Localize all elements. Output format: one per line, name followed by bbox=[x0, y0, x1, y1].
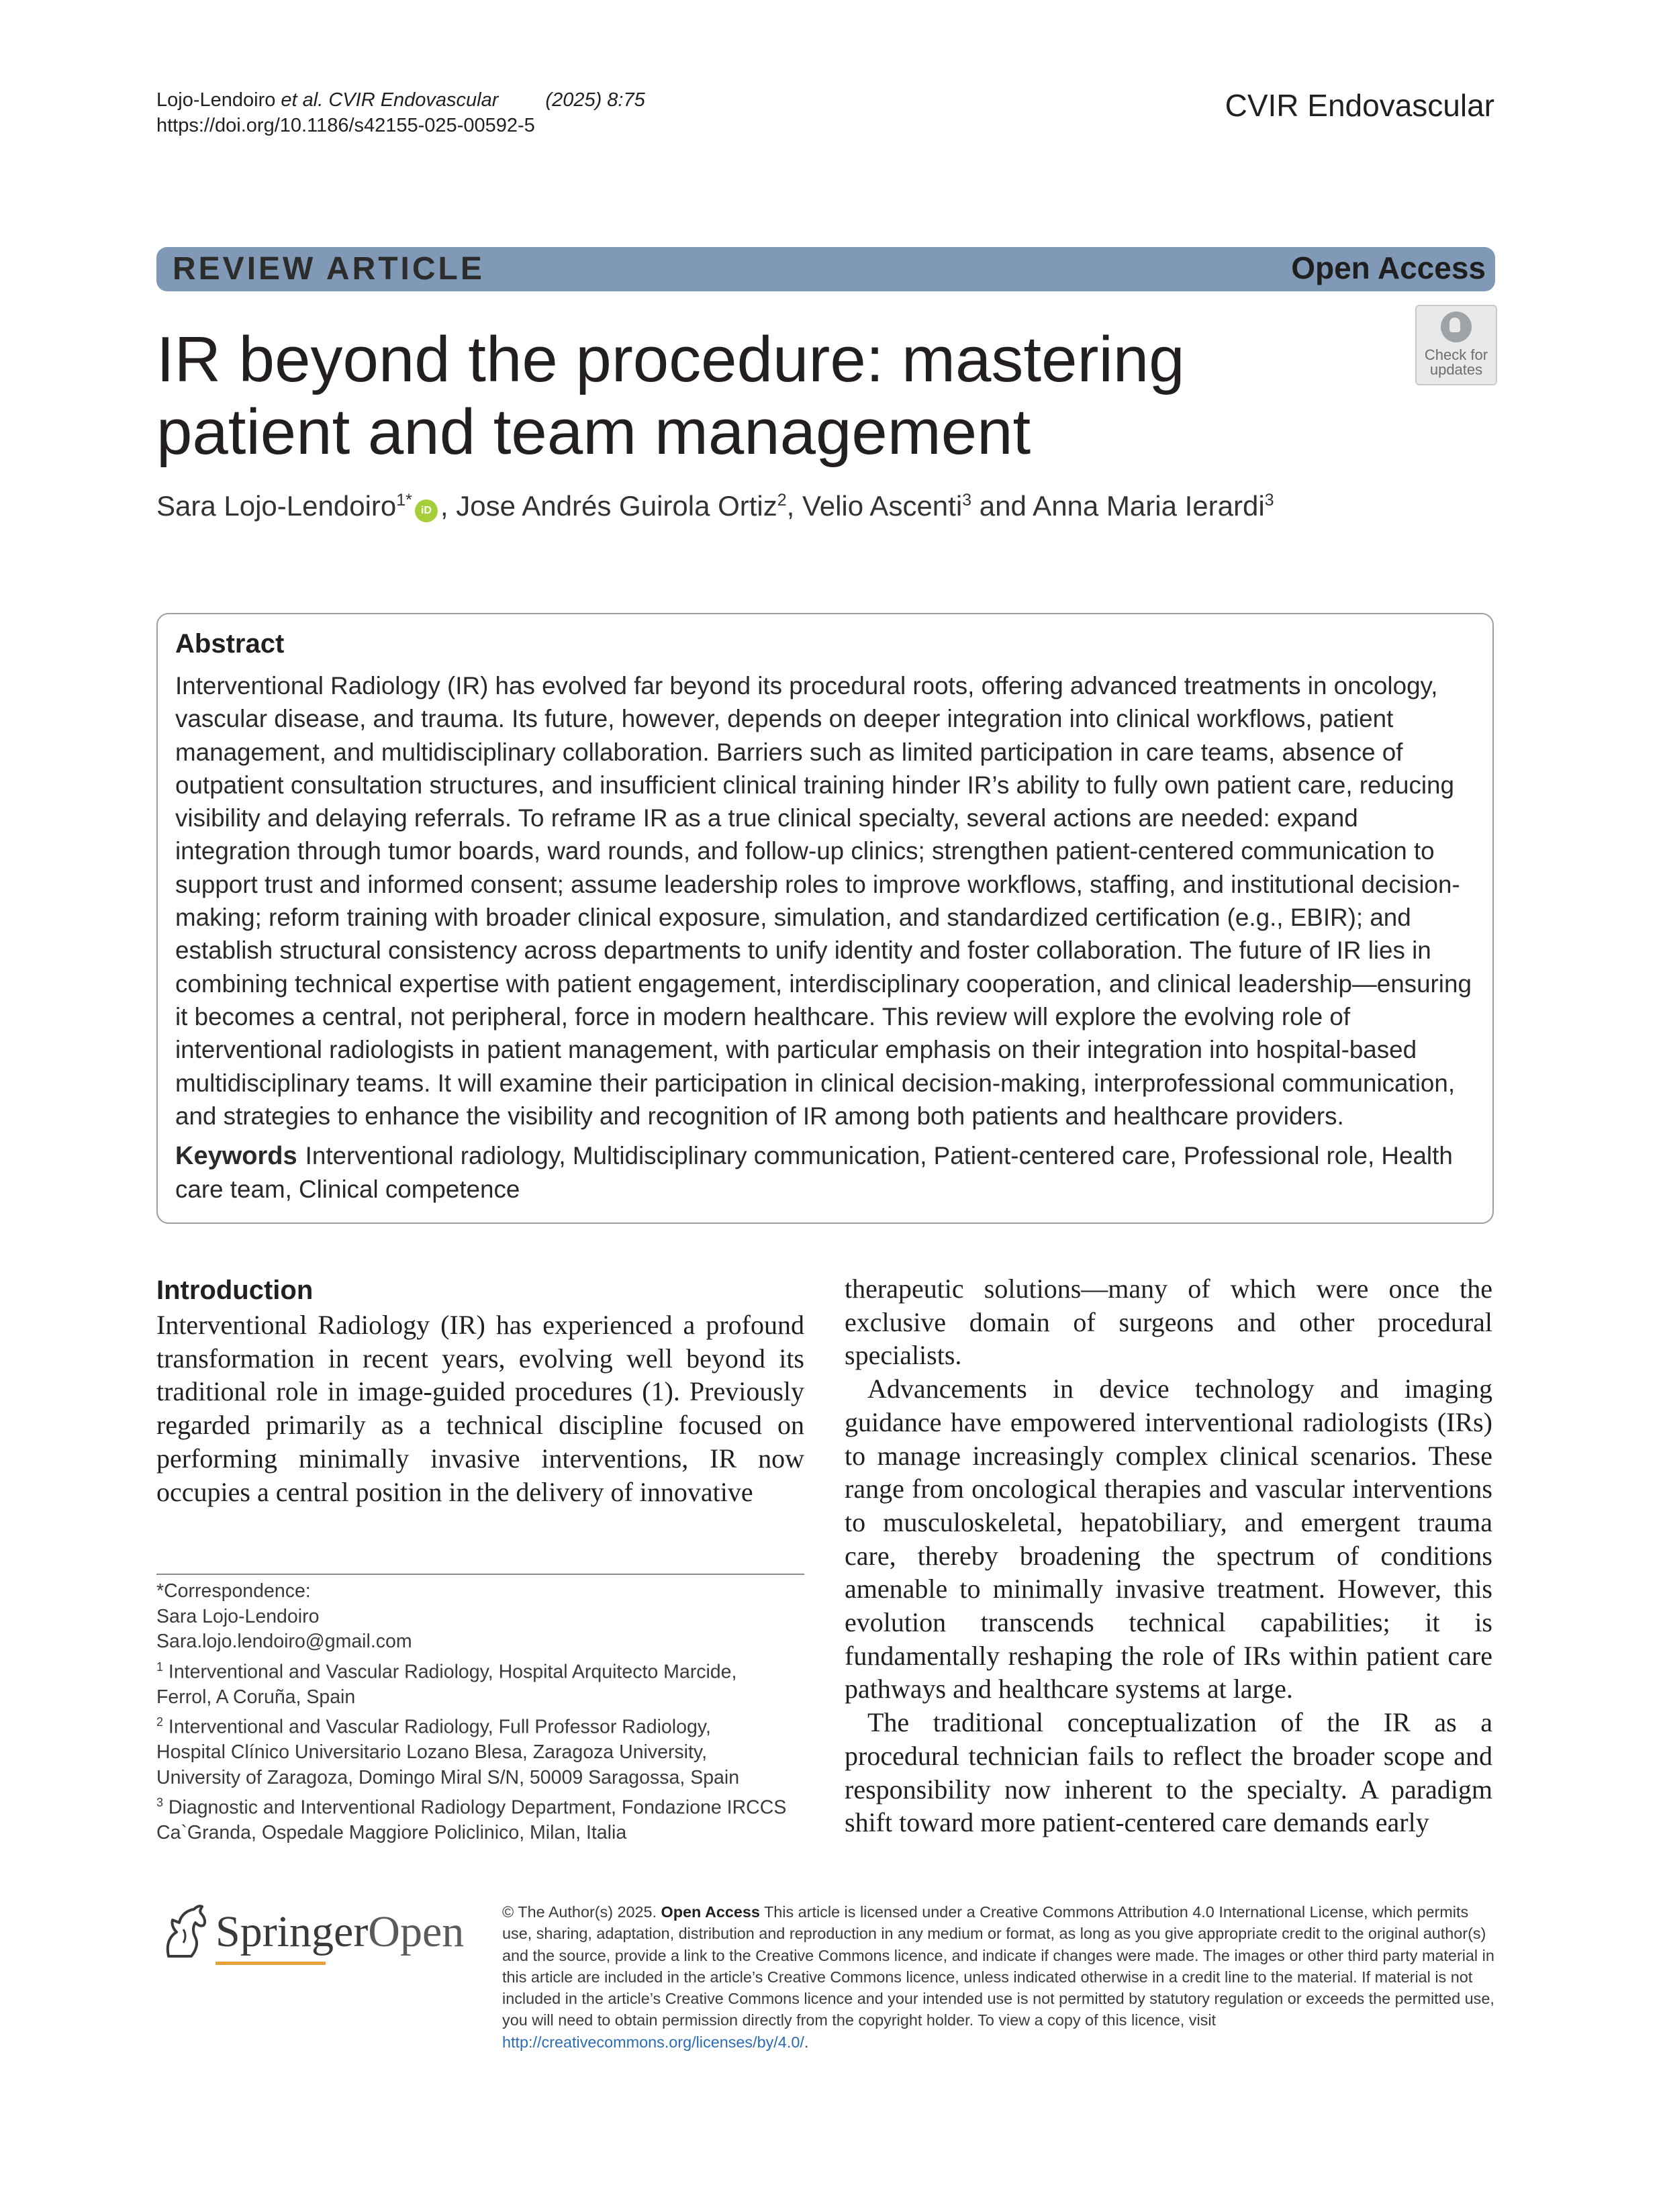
abstract-heading: Abstract bbox=[175, 629, 285, 659]
author-name[interactable]: , Jose Andrés Guirola Ortiz bbox=[440, 490, 777, 522]
check-for-updates-line1: Check for bbox=[1424, 346, 1488, 363]
abstract-box bbox=[156, 613, 1494, 1224]
keywords bbox=[175, 1139, 1478, 1206]
bookmark-icon bbox=[1441, 311, 1472, 342]
open-access-label: Open Access bbox=[1291, 250, 1486, 285]
citation-year: (2025) 8:75 bbox=[545, 89, 645, 111]
publisher-name-springer: Springer bbox=[216, 1907, 369, 1956]
affiliation-number: 1 bbox=[156, 1660, 164, 1674]
citation-journal: et al. CVIR Endovascular bbox=[281, 89, 499, 111]
intro-left-column: Interventional Radiology (IR) has experienced a profound transformation in recent years, evolving well beyond its traditional role in image-guided procedures (1). Previously regarded primarily as a technical discipline focused on performing minimally invasive interventions, IR now occupies a central position in the delivery of innovative bbox=[156, 1310, 804, 1507]
author-name[interactable]: , Velio Ascenti bbox=[786, 490, 963, 522]
keywords-label: Keywords bbox=[175, 1142, 297, 1170]
license-suffix: . bbox=[804, 2033, 809, 2051]
license-link[interactable]: http://creativecommons.org/licenses/by/4.0/ bbox=[502, 2033, 804, 2051]
affiliation-1 bbox=[156, 1655, 747, 1711]
license-statement bbox=[502, 1901, 1496, 2053]
citation-authors: Lojo-Lendoiro bbox=[156, 89, 281, 111]
affiliation-text: Interventional and Vascular Radiology, Hospital Arquitecto Marcide, Ferrol, A Coruña, Spain bbox=[156, 1661, 737, 1708]
license-open-access: Open Access bbox=[661, 1903, 760, 1921]
publisher-name-open: Open bbox=[368, 1907, 465, 1956]
correspondence-label: *Correspondence: bbox=[156, 1580, 311, 1602]
abstract-text: Interventional Radiology (IR) has evolved far beyond its procedural roots, offering advanced treatments in oncology, vascular disease, and trauma. Its future, however, depends on deeper integration into clinical workflows, patient management, and multidisciplinary collaboration. Barriers such as limited participation in care teams, absence of outpatient consultation structures, and insufficient clinical training hinder IR’s ability to fully own patient care, reducing visibility and delaying referrals. To reframe IR as a true clinical specialty, several actions are needed: expand integration through tumor boards, ward rounds, and follow-up clinics; strengthen patient-centered communication to support trust and informed consent; assume leadership roles to improve workflows, staffing, and institutional decision-making; reform training with broader clinical exposure, simulation, and standardized certification (e.g., EBIR); and establish structural consistency across departments to unify identity and foster collaboration. The future of IR lies in combining technical expertise with patient engagement, interdisciplinary cooperation, and clinical leadership—ensuring it becomes a central, not peripheral, force in modern healthcare. This review will explore the evolving role of interventional radiologists in patient management, with particular emphasis on their integration into hospital-based multidisciplinary teams. It will examine their participation in clinical decision-making, interprofessional communication, and strategies to enhance the visibility and recognition of IR among both patients and healthcare providers. bbox=[175, 672, 1472, 1130]
affiliation-marker: 3 bbox=[1264, 491, 1274, 510]
footnote-divider bbox=[156, 1574, 804, 1575]
journal-name: CVIR Endovascular bbox=[1225, 88, 1494, 123]
correspondence-name: Sara Lojo-Lendoiro bbox=[156, 1605, 320, 1627]
doi-link[interactable]: https://doi.org/10.1186/s42155-025-00592-5 bbox=[156, 115, 535, 136]
check-for-updates-button[interactable] bbox=[1415, 305, 1497, 385]
affiliation-marker: 3 bbox=[962, 491, 972, 510]
affiliation-number: 2 bbox=[156, 1715, 164, 1729]
keywords-list: Interventional radiology, Multidisciplinary communication, Patient-centered care, Professional role, Health care team, Clinical competence bbox=[175, 1142, 1453, 1203]
affiliation-text: Interventional and Vascular Radiology, Full Professor Radiology, Hospital Clínico Universitario Lozano Blesa, Zaragoza University, University of Zaragoza, Domingo Miral S/N, 50009 Saragossa, Spain bbox=[156, 1716, 740, 1788]
check-for-updates-line2: updates bbox=[1429, 361, 1483, 378]
paragraph: The traditional conceptualization of the IR as a procedural technician fails to reflect the broader scope and responsibility now inherent to the specialty. A paradigm shift toward more patient-centered care demands early bbox=[845, 1707, 1492, 1838]
section-heading-introduction: Introduction bbox=[156, 1276, 314, 1305]
affiliation-2 bbox=[156, 1710, 774, 1790]
affiliation-3 bbox=[156, 1790, 801, 1846]
check-for-updates-label bbox=[1417, 348, 1496, 377]
publisher-logo bbox=[156, 1903, 465, 1963]
affiliation-number: 3 bbox=[156, 1796, 164, 1809]
logo-accent-bar bbox=[216, 1962, 326, 1965]
affiliation-marker: 2 bbox=[777, 491, 787, 510]
springer-horse-icon bbox=[156, 1903, 210, 1963]
footnotes bbox=[156, 1579, 828, 1846]
affiliation-text: Diagnostic and Interventional Radiology Department, Fondazione IRCCS Ca`Granda, Ospedale Maggiore Policlinico, Milan, Italia bbox=[156, 1796, 787, 1843]
affiliation-marker: 1* bbox=[396, 491, 412, 510]
author-name[interactable]: Sara Lojo-Lendoiro bbox=[156, 490, 397, 522]
paragraph: Advancements in device technology and imaging guidance have empowered interventional radiologists (IRs) to manage increasingly complex clinical scenarios. These range from oncological therapies and vascular interventions to musculoskeletal, hepatobiliary, and emergent trauma care, thereby broadening the spectrum of conditions amenable to minimally invasive treatment. However, this evolution transcends technical capabilities; it is fundamentally reshaping the role of IRs within patient care pathways and healthcare systems at large. bbox=[845, 1374, 1492, 1704]
intro-right-column bbox=[845, 1272, 1492, 1839]
publisher-name bbox=[216, 1907, 464, 1958]
license-text: This article is licensed under a Creative Commons Attribution 4.0 International License, which permits use, sharing, adaptation, distribution and reproduction in any medium or format, as long as you give appropriate credit to the original author(s) and the source, provide a link to the Creative Commons licence, and indicate if changes were made. The images or other third party material in this article are included in the article’s Creative Commons licence, unless indicated otherwise in a credit line to the material. If material is not included in the article’s Creative Commons licence and your intended use is not permitted by statutory regulation or exceeds the permitted use, you will need to obtain permission directly from the copyright holder. To view a copy of this licence, visit bbox=[502, 1903, 1494, 2029]
article-type-banner bbox=[156, 247, 1495, 291]
article-title: IR beyond the procedure: mastering patient and team management bbox=[156, 324, 1185, 468]
author-name[interactable]: and Anna Maria Ierardi bbox=[971, 490, 1265, 522]
citation-header bbox=[156, 87, 645, 138]
correspondence-email[interactable]: Sara.lojo.lendoiro@gmail.com bbox=[156, 1631, 412, 1652]
author-list bbox=[156, 490, 1274, 522]
copyright: © The Author(s) 2025. bbox=[502, 1903, 661, 1921]
article-type-label: REVIEW ARTICLE bbox=[173, 251, 485, 287]
paragraph: therapeutic solutions—many of which were once the exclusive domain of surgeons and other procedural specialists. bbox=[845, 1273, 1492, 1371]
orcid-icon[interactable]: iD bbox=[415, 499, 438, 522]
